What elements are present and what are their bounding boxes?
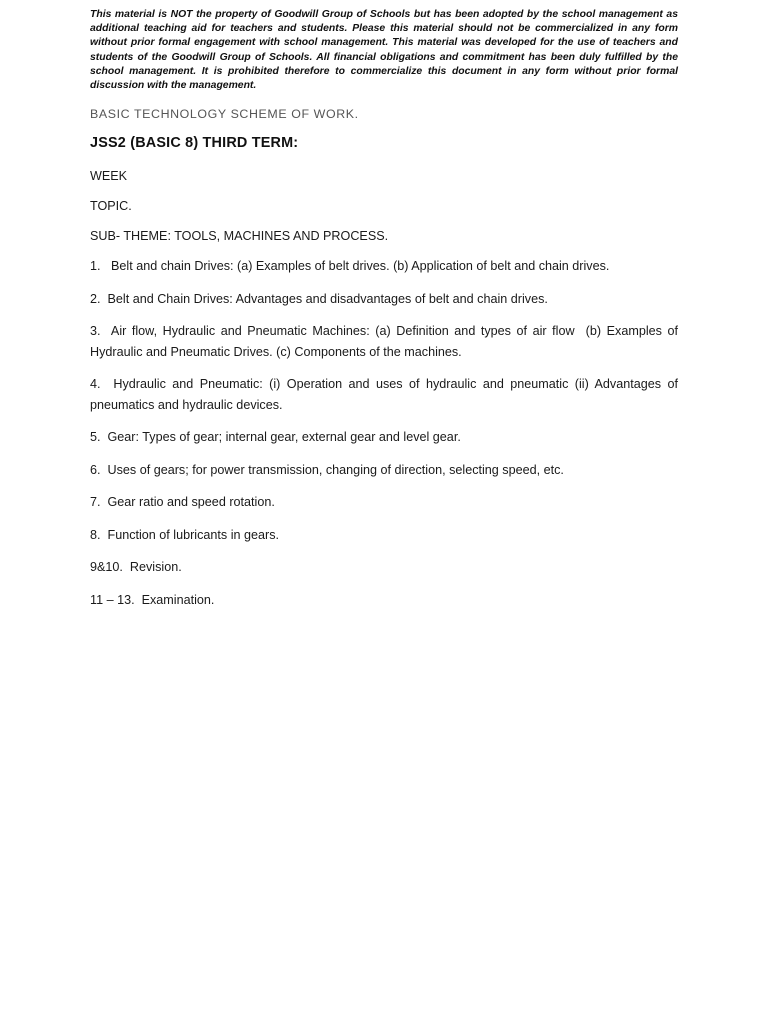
sub-theme: SUB- THEME: TOOLS, MACHINES AND PROCESS. (90, 229, 389, 244)
topic-item: 4. Hydraulic and Pneumatic: (i) Operation and uses of hydraulic and pneumatic (ii) Advantages of pneumatics and hydraulic devices. (90, 377, 678, 412)
topic-item: 2. Belt and Chain Drives: Advantages and disadvantages of belt and chain drives. (90, 291, 548, 306)
topic-label: TOPIC. (90, 199, 132, 214)
topic-list (90, 256, 678, 610)
topic-item: 11 – 13. Examination. (90, 592, 215, 607)
document-page (90, 8, 678, 610)
term-title: JSS2 (BASIC 8) THIRD TERM: (90, 135, 299, 152)
topic-item: 8. Function of lubricants in gears. (90, 527, 280, 542)
topic-item: 7. Gear ratio and speed rotation. (90, 495, 275, 510)
scheme-title: BASIC TECHNOLOGY SCHEME OF WORK. (90, 107, 359, 122)
topic-item: 9&10. Revision. (90, 560, 182, 575)
topic-item: 1. Belt and chain Drives: (a) Examples of belt drives. (b) Application of belt and chain drives. (90, 259, 610, 274)
topic-item: 6. Uses of gears; for power transmission, changing of direction, selecting speed, etc. (90, 462, 564, 477)
topic-item: 3. Air flow, Hydraulic and Pneumatic Machines: (a) Definition and types of air flow (b) Examples of Hydraulic and Pneumatic Drives. (c) Components of the machines. (90, 324, 678, 359)
disclaimer-text: This material is NOT the property of Goodwill Group of Schools but has been adopted by the school management as additional teaching aid for teachers and students. Please this material should not be commercialized in any form without prior formal engagement with school management. This material was developed for the use of teachers and students of the Goodwill Group of Schools. All financial obligations and commitment has been duly fulfilled by the school management. It is prohibited therefore to commercialize this document in any form without prior formal discussion with the management. (90, 9, 678, 92)
topic-item: 5. Gear: Types of gear; internal gear, external gear and level gear. (90, 430, 461, 445)
week-label: WEEK (90, 169, 128, 184)
